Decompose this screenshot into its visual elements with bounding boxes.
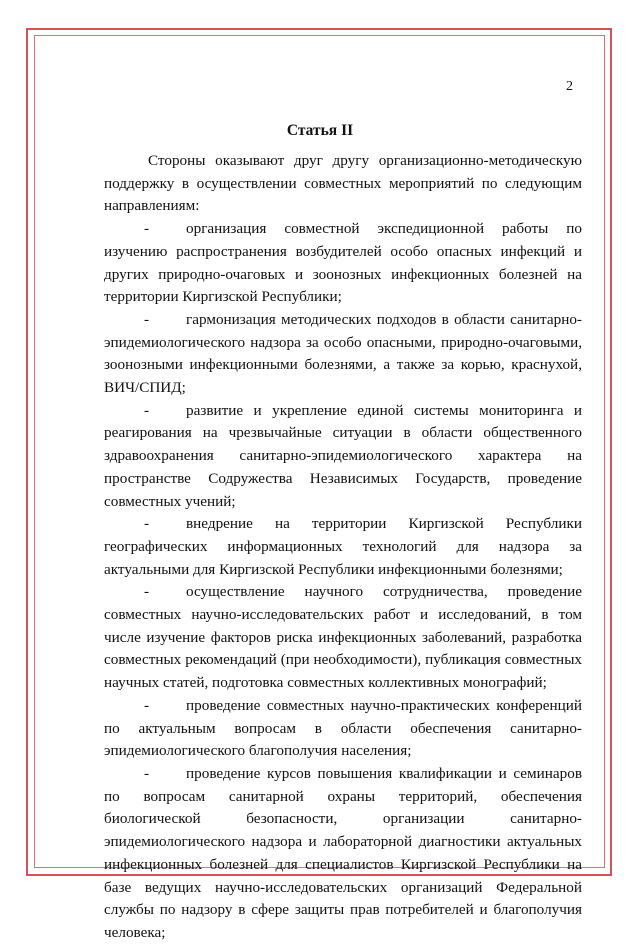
intro-paragraph: Стороны оказывают друг другу организационно-методическую поддержку в осуществлении совместных мероприятий по следующим направлениям:	[104, 152, 582, 215]
list-dash: -	[144, 764, 150, 782]
list-dash: -	[144, 401, 150, 419]
list-item	[104, 400, 582, 514]
list-item-text: организация совместной экспедиционной работы по изучению распространения возбудителей особо опасных инфекций и других природно-очаговых и зоонозных инфекционных болезней на территории Киргизской Республики;	[104, 220, 582, 306]
list-item	[104, 581, 582, 695]
page-number: 2	[566, 79, 573, 94]
list-item-text: осуществление научного сотрудничества, проведение совместных научно-исследовательских работ и исследований, в том числе изучение факторов риска инфекционных заболеваний, разработка совместных рекомендаций (при необходимости), публикация совместных научных статей, подготовка совместных коллективных монографий;	[104, 583, 582, 692]
list-item-text: гармонизация методических подходов в области санитарно-эпидемиологического надзора за особо опасными, природно-очаговыми, зоонозными инфекционными болезнями, а также за корью, краснухой, ВИЧ/СПИД;	[104, 310, 582, 397]
list-item	[104, 695, 582, 763]
list-dash: -	[144, 220, 150, 238]
list-dash: -	[144, 515, 150, 533]
list-item-text: проведение совместных научно-практических конференций по актуальным вопросам в области обеспечения санитарно-эпидемиологического благополучия населения;	[104, 696, 582, 760]
list-item	[104, 763, 582, 945]
list-item-text: проведение курсов повышения квалификации и семинаров по вопросам санитарной охраны территорий, обеспечения биологической безопасности, организации санитарно-эпидемиологического надзора и лабораторной диагностики актуальных инфекционных болезней для специалистов Киргизской Республики на базе ведущих научно-исследовательских организаций Федеральной службы по надзору в сфере защиты прав потребителей и благополучия человека;	[104, 764, 582, 941]
list-dash: -	[144, 310, 150, 328]
document-body	[104, 150, 582, 945]
list-item-text: развитие и укрепление единой системы мониторинга и реагирования на чрезвычайные ситуации в области общественного здравоохранения санитарно-эпидемиологического характера на пространстве Содружества Независимых Государств, проведение совместных учений;	[104, 401, 582, 510]
list-item	[104, 218, 582, 309]
article-heading: Статья II	[286, 122, 354, 139]
list-item	[104, 309, 582, 400]
list-dash: -	[144, 696, 150, 714]
list-item-text: внедрение на территории Киргизской Республики географических информационных технологий для надзора за актуальными для Киргизской Республики инфекционными болезнями;	[104, 515, 582, 578]
list-item	[104, 513, 582, 581]
list-dash: -	[144, 583, 150, 601]
